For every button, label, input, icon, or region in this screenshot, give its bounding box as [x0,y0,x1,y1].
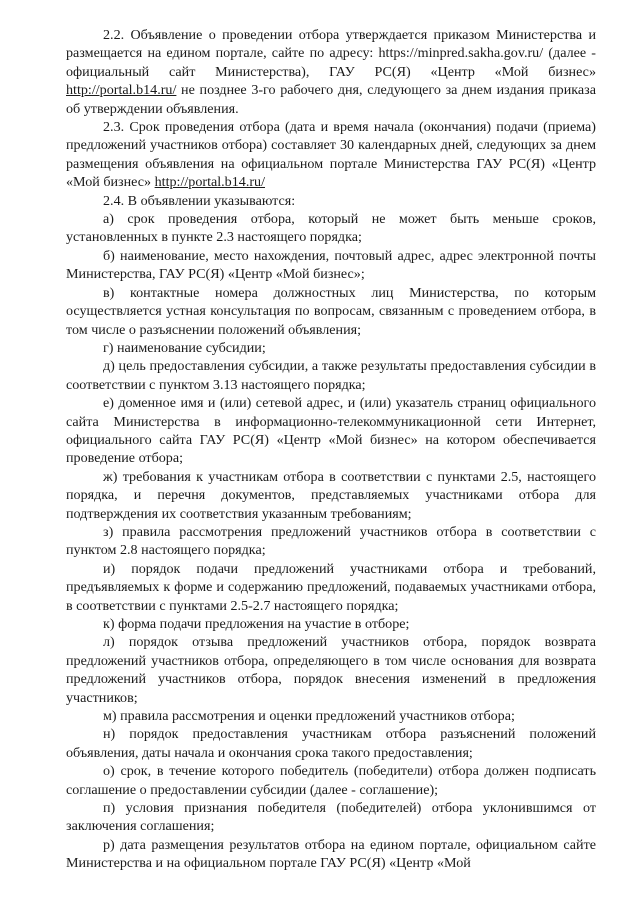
list-item-o: о) срок, в течение которого победитель (победители) отбора должен подписать соглашение о предоставлении субсидии (далее - соглашение); [66,763,596,798]
list-item-l: л) порядок отзыва предложений участников отбора, порядок возврата предложений участников отбора, определяющего в том числе основания для возврата предложений участников отбора, порядок внесения изменений в предложения участников; [66,634,596,706]
list-item-k: к) форма подачи предложения на участие в отборе; [103,616,410,632]
list-item-e: е) доменное имя и (или) сетевой адрес, и (или) указатель страниц официального сайта Министерства в информационно-телекоммуникационной сети Интернет, официального сайта ГАУ РС(Я) «Центр «Мой бизнес» на котором обеспечивается проведение отбора; [66,395,596,467]
portal-link[interactable]: http://portal.b14.ru/ [154,174,265,191]
paragraph-text: 2.3. Срок проведения отбора (дата и время начала (окончания) подачи (приема) предложений участников отбора) составляет 30 календарных дней, следующих за днем размещения объявления на официальном портале Министерства ГАУ РС(Я) «Центр «Мой бизнес» [66,119,596,191]
list-item-v: в) контактные номера должностных лиц Министерства, по которым осуществляется устная консультация по вопросам, связанным с проведением отбора, в том числе о разъяснении положений объявления; [66,284,596,338]
list-item-n: н) порядок предоставления участникам отбора разъяснений положений объявления, даты начала и окончания срока такого предоставления; [66,726,596,761]
paragraph-2-4: 2.4. В объявлении указываются: [103,192,296,209]
list-item-p: п) условия признания победителя (победителей) отбора уклонившимся от заключения соглашения; [66,800,596,835]
paragraph-text: не позднее 3-го рабочего дня, следующего за днем издания приказа об утверждении объявления. [66,82,596,117]
list-item-z: з) правила рассмотрения предложений участников отбора в соответствии с пунктом 2.8 настоящего порядка; [66,523,596,559]
list-item-m: м) правила рассмотрения и оценки предложений участников отбора; [103,708,515,725]
list-item-g: г) наименование субсидии; [103,339,266,356]
list-item-i: и) порядок подачи предложений участниками отбора и требований, предъявляемых к форме и содержанию предложений, подаваемых участниками отбора, в соответствии с пунктами 2.5-2.7 настоящего порядка; [66,560,596,614]
list-item-r: р) дата размещения результатов отбора на едином портале, официальном сайте Министерства и на официальном портале ГАУ РС(Я) «Центр «Мой [66,836,596,872]
list-item-d: д) цель предоставления субсидии, а также результаты предоставления субсидии в соответствии с пунктом 3.13 настоящего порядка; [66,358,596,393]
paragraph-2-2 [66,26,596,118]
list-item-b: б) наименование, место нахождения, почтовый адрес, адрес электронной почты Министерства, ГАУ РС(Я) «Центр «Мой бизнес»; [66,247,596,283]
paragraph-text: 2.2. Объявление о проведении отбора утверждается приказом Министерства и размещается на едином портале, сайте по адресу: https://minpred.sakha.gov.ru/ (далее - официальный сайт Министерства), ГАУ РС(Я) «Центр «Мой бизнес» [66,27,596,80]
list-item-a: а) срок проведения отбора, который не может быть меньше сроков, установленных в пункте 2.3 настоящего порядка; [66,211,596,246]
list-item-zh: ж) требования к участникам отбора в соответствии с пунктами 2.5, настоящего порядка, и перечня документов, представляемых участниками отбора для подтверждения их соответствия указанным требованиям; [66,468,596,522]
paragraph-2-3 [66,118,596,192]
document-page [66,26,596,873]
portal-link[interactable]: http://portal.b14.ru/ [66,82,177,99]
